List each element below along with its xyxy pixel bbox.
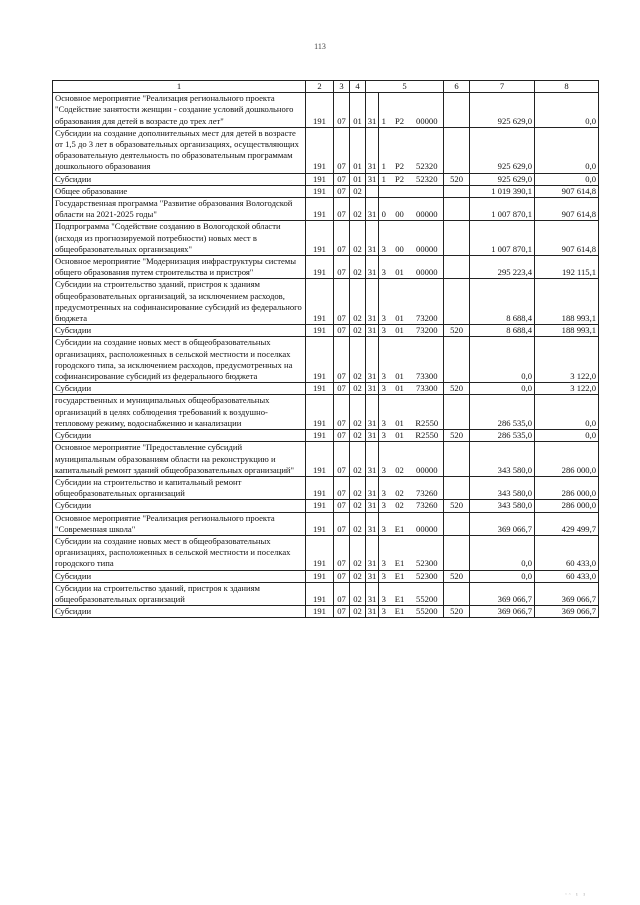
code-cell: 191 [306,512,334,535]
subsection-cell: 02 [350,582,366,605]
program-code: 31 [366,606,379,618]
event-code: P2 [389,127,411,173]
program-code: 31 [366,256,379,279]
amount-col8: 3 122,0 [535,383,599,395]
code-cell: 191 [306,383,334,395]
direction-code: 00000 [411,93,444,128]
direction-code: 00000 [411,221,444,256]
amount-col8: 429 499,7 [535,512,599,535]
header-cell: 4 [350,81,366,93]
section-cell: 07 [334,582,350,605]
row-name: Субсидии [53,500,306,512]
row-name: Субсидии на создание дополнительных мест для детей в возрасте от 1,5 до 3 лет в образовательных организациях, осуществляющих образовательную деятельность по образовательным программам дошкольного образования [53,127,306,173]
section-cell: 07 [334,337,350,383]
subsection-cell: 01 [350,127,366,173]
event-code: 02 [389,500,411,512]
expense-type-cell [444,185,470,197]
subprogram-code: 1 [379,173,389,185]
subsection-cell: 02 [350,279,366,325]
direction-code: 55200 [411,606,444,618]
amount-col7: 8 688,4 [470,325,535,337]
subsection-cell: 02 [350,256,366,279]
table-row [53,535,599,570]
row-name: Основное мероприятие "Реализация регионального проекта "Современная школа" [53,512,306,535]
section-cell: 07 [334,198,350,221]
subsection-cell: 02 [350,512,366,535]
row-name: Субсидии на строительство зданий, пристроя к зданиям общеобразовательных организаций, за исключением расходов, предусмотренных на софинансирование субсидий из федерального бюджета [53,279,306,325]
code-cell: 191 [306,582,334,605]
amount-col7: 1 019 390,1 [470,185,535,197]
subprogram-code: 3 [379,535,389,570]
subsection-cell: 02 [350,570,366,582]
table-row [53,606,599,618]
subprogram-code: 1 [379,93,389,128]
expense-type-cell: 520 [444,173,470,185]
amount-col7: 369 066,7 [470,582,535,605]
event-code: E1 [389,582,411,605]
subsection-cell: 01 [350,173,366,185]
amount-col8: 907 614,8 [535,198,599,221]
table-row [53,198,599,221]
direction-code: R2550 [411,395,444,430]
amount-col7: 343 580,0 [470,442,535,477]
expense-type-cell [444,535,470,570]
expense-type-cell [444,256,470,279]
subprogram-code: 3 [379,442,389,477]
section-cell: 07 [334,442,350,477]
program-code: 31 [366,570,379,582]
code-cell: 191 [306,93,334,128]
subsection-cell: 02 [350,221,366,256]
amount-col7: 1 007 870,1 [470,221,535,256]
program-code: 31 [366,198,379,221]
code-cell: 191 [306,395,334,430]
direction-code: 00000 [411,442,444,477]
amount-col8: 0,0 [535,127,599,173]
header-row [53,81,599,93]
table-row [53,325,599,337]
code-cell: 191 [306,325,334,337]
row-name: Субсидии [53,570,306,582]
section-cell: 07 [334,430,350,442]
event-code: 01 [389,395,411,430]
direction-code: 52300 [411,570,444,582]
direction-code: 73300 [411,383,444,395]
row-name: Субсидии на строительство и капитальный ремонт общеобразовательных организаций [53,476,306,499]
event-code: 01 [389,337,411,383]
event-code: E1 [389,606,411,618]
section-cell: 07 [334,570,350,582]
row-name: Основное мероприятие "Предоставление субсидий муниципальным образованиям области на реконструкцию и капитальный ремонт зданий общеобразовательных организаций" [53,442,306,477]
amount-col7: 369 066,7 [470,606,535,618]
expense-type-cell: 520 [444,606,470,618]
section-cell: 07 [334,279,350,325]
direction-code: 52320 [411,173,444,185]
program-code: 31 [366,383,379,395]
expense-type-cell [444,221,470,256]
budget-table [52,80,599,618]
header-cell: 2 [306,81,334,93]
expense-type-cell: 520 [444,383,470,395]
amount-col7: 8 688,4 [470,279,535,325]
program-code: 31 [366,337,379,383]
table-row [53,500,599,512]
subprogram-code: 1 [379,127,389,173]
expense-type-cell [444,337,470,383]
table-body [53,81,599,618]
expense-type-cell: 520 [444,570,470,582]
program-code: 31 [366,512,379,535]
direction-code: 73200 [411,325,444,337]
amount-col8: 369 066,7 [535,606,599,618]
event-code: 01 [389,279,411,325]
header-cell: 7 [470,81,535,93]
row-name: Субсидии [53,173,306,185]
event-code: 00 [389,198,411,221]
subprogram-code: 3 [379,500,389,512]
direction-code: 52320 [411,127,444,173]
event-code: 00 [389,221,411,256]
code-cell: 191 [306,279,334,325]
amount-col8: 188 993,1 [535,279,599,325]
amount-col8: 0,0 [535,395,599,430]
expense-type-cell: 520 [444,430,470,442]
header-cell: 3 [334,81,350,93]
code-cell: 191 [306,570,334,582]
code-cell: 191 [306,173,334,185]
page-number: 113 [314,42,326,51]
event-code: P2 [389,93,411,128]
code-cell: 191 [306,500,334,512]
subprogram-code: 0 [379,198,389,221]
direction-code [411,185,444,197]
row-name: Субсидии на строительство зданий, пристроя к зданиям общеобразовательных организаций [53,582,306,605]
table-row [53,279,599,325]
section-cell: 07 [334,500,350,512]
code-cell: 191 [306,127,334,173]
expense-type-cell [444,93,470,128]
table-row [53,383,599,395]
direction-code: 52300 [411,535,444,570]
event-code: 02 [389,476,411,499]
expense-type-cell [444,442,470,477]
amount-col7: 0,0 [470,337,535,383]
event-code: 01 [389,430,411,442]
code-cell: 191 [306,476,334,499]
subsection-cell: 02 [350,337,366,383]
subsection-cell: 01 [350,93,366,128]
table-row [53,185,599,197]
expense-type-cell [444,279,470,325]
expense-type-cell [444,198,470,221]
table-row [53,256,599,279]
subsection-cell: 02 [350,535,366,570]
amount-col7: 0,0 [470,535,535,570]
amount-col7: 286 535,0 [470,430,535,442]
table-row [53,570,599,582]
program-code: 31 [366,279,379,325]
section-cell: 07 [334,256,350,279]
expense-type-cell: 520 [444,500,470,512]
event-code: E1 [389,512,411,535]
subsection-cell: 02 [350,383,366,395]
row-name: Основное мероприятие "Модернизация инфраструктуры системы общего образования путем строительства и пристроя" [53,256,306,279]
subprogram-code: 3 [379,512,389,535]
program-code [366,185,379,197]
row-name: Субсидии [53,325,306,337]
subprogram-code: 3 [379,476,389,499]
table-row [53,430,599,442]
row-name: Общее образование [53,185,306,197]
code-cell: 191 [306,256,334,279]
section-cell: 07 [334,606,350,618]
code-cell: 191 [306,185,334,197]
row-name: Субсидии [53,383,306,395]
program-code: 31 [366,173,379,185]
expense-type-cell [444,127,470,173]
row-name: Субсидии [53,606,306,618]
program-code: 31 [366,325,379,337]
amount-col8: 60 433,0 [535,535,599,570]
subsection-cell: 02 [350,325,366,337]
row-name: Субсидии на создание новых мест в общеобразовательных организациях, расположенных в сельской местности и поселках городского типа [53,535,306,570]
section-cell: 07 [334,127,350,173]
code-cell: 191 [306,606,334,618]
amount-col7: 369 066,7 [470,512,535,535]
section-cell: 07 [334,383,350,395]
program-code: 31 [366,395,379,430]
subprogram-code: 3 [379,582,389,605]
subsection-cell: 02 [350,430,366,442]
header-cell: 8 [535,81,599,93]
direction-code: 73300 [411,337,444,383]
row-name: государственных и муниципальных общеобразовательных организаций в целях соблюдения требований к воздушно-тепловому режиму, водоснабжению и канализации [53,395,306,430]
amount-col8: 0,0 [535,430,599,442]
event-code: 01 [389,325,411,337]
section-cell: 07 [334,221,350,256]
amount-col8: 0,0 [535,93,599,128]
section-cell: 07 [334,512,350,535]
subsection-cell: 02 [350,198,366,221]
amount-col8: 3 122,0 [535,337,599,383]
amount-col8: 286 000,0 [535,442,599,477]
section-cell: 07 [334,535,350,570]
subprogram-code: 3 [379,221,389,256]
event-code: E1 [389,535,411,570]
amount-col8: 907 614,8 [535,221,599,256]
amount-col7: 925 629,0 [470,127,535,173]
table-row [53,512,599,535]
direction-code: 00000 [411,512,444,535]
event-code: P2 [389,173,411,185]
corner-mark: ᵔᵔ ¹ ¹ [565,893,588,899]
subprogram-code: 3 [379,279,389,325]
program-code: 31 [366,430,379,442]
program-code: 31 [366,93,379,128]
direction-code: 73200 [411,279,444,325]
direction-code: 73260 [411,476,444,499]
table-row [53,476,599,499]
header-cell: 1 [53,81,306,93]
event-code: E1 [389,570,411,582]
direction-code: 73260 [411,500,444,512]
amount-col7: 1 007 870,1 [470,198,535,221]
direction-code: 00000 [411,256,444,279]
expense-type-cell [444,582,470,605]
section-cell: 07 [334,325,350,337]
subprogram-code: 3 [379,383,389,395]
amount-col8: 0,0 [535,173,599,185]
event-code: 01 [389,383,411,395]
amount-col7: 286 535,0 [470,395,535,430]
section-cell: 07 [334,93,350,128]
table-row [53,395,599,430]
event-code: 01 [389,256,411,279]
subsection-cell: 02 [350,185,366,197]
subprogram-code: 3 [379,256,389,279]
amount-col7: 295 223,4 [470,256,535,279]
program-code: 31 [366,221,379,256]
direction-code: 55200 [411,582,444,605]
subsection-cell: 02 [350,606,366,618]
amount-col7: 343 580,0 [470,500,535,512]
section-cell: 07 [334,173,350,185]
table-row [53,127,599,173]
amount-col7: 0,0 [470,383,535,395]
program-code: 31 [366,500,379,512]
program-code: 31 [366,127,379,173]
program-code: 31 [366,535,379,570]
code-cell: 191 [306,198,334,221]
section-cell: 07 [334,185,350,197]
subsection-cell: 02 [350,476,366,499]
table-row [53,173,599,185]
subprogram-code: 3 [379,606,389,618]
row-name: Государственная программа "Развитие образования Вологодской области на 2021-2025 годы" [53,198,306,221]
table-row [53,221,599,256]
subprogram-code: 3 [379,337,389,383]
amount-col7: 343 580,0 [470,476,535,499]
code-cell: 191 [306,221,334,256]
table-row [53,337,599,383]
header-cell: 6 [444,81,470,93]
event-code [389,185,411,197]
code-cell: 191 [306,535,334,570]
row-name: Подпрограмма "Содействие созданию в Вологодской области (исходя из прогнозируемой потребности) новых мест в общеобразовательных организациях" [53,221,306,256]
subsection-cell: 02 [350,395,366,430]
event-code: 02 [389,442,411,477]
program-code: 31 [366,442,379,477]
subprogram-code [379,185,389,197]
section-cell: 07 [334,395,350,430]
subprogram-code: 3 [379,430,389,442]
expense-type-cell: 520 [444,325,470,337]
code-cell: 191 [306,442,334,477]
program-code: 31 [366,476,379,499]
row-name: Субсидии на создание новых мест в общеобразовательных организациях, расположенных в сельской местности и поселках городского типа, за исключением расходов, предусмотренных на софинансирование субсидий из федерального бюджета [53,337,306,383]
row-name: Основное мероприятие "Реализация регионального проекта "Содействие занятости женщин - создание условий дошкольного образования для детей в возрасте до трех лет" [53,93,306,128]
header-cell: 5 [366,81,444,93]
amount-col8: 192 115,1 [535,256,599,279]
subsection-cell: 02 [350,442,366,477]
amount-col8: 369 066,7 [535,582,599,605]
amount-col8: 188 993,1 [535,325,599,337]
amount-col7: 925 629,0 [470,93,535,128]
amount-col8: 286 000,0 [535,476,599,499]
expense-type-cell [444,512,470,535]
direction-code: 00000 [411,198,444,221]
subprogram-code: 3 [379,325,389,337]
amount-col7: 925 629,0 [470,173,535,185]
direction-code: R2550 [411,430,444,442]
table-row [53,93,599,128]
subprogram-code: 3 [379,570,389,582]
code-cell: 191 [306,430,334,442]
table-row [53,442,599,477]
amount-col8: 286 000,0 [535,500,599,512]
expense-type-cell [444,476,470,499]
table-row [53,582,599,605]
amount-col8: 907 614,8 [535,185,599,197]
row-name: Субсидии [53,430,306,442]
amount-col7: 0,0 [470,570,535,582]
expense-type-cell [444,395,470,430]
subprogram-code: 3 [379,395,389,430]
subsection-cell: 02 [350,500,366,512]
program-code: 31 [366,582,379,605]
amount-col8: 60 433,0 [535,570,599,582]
code-cell: 191 [306,337,334,383]
section-cell: 07 [334,476,350,499]
